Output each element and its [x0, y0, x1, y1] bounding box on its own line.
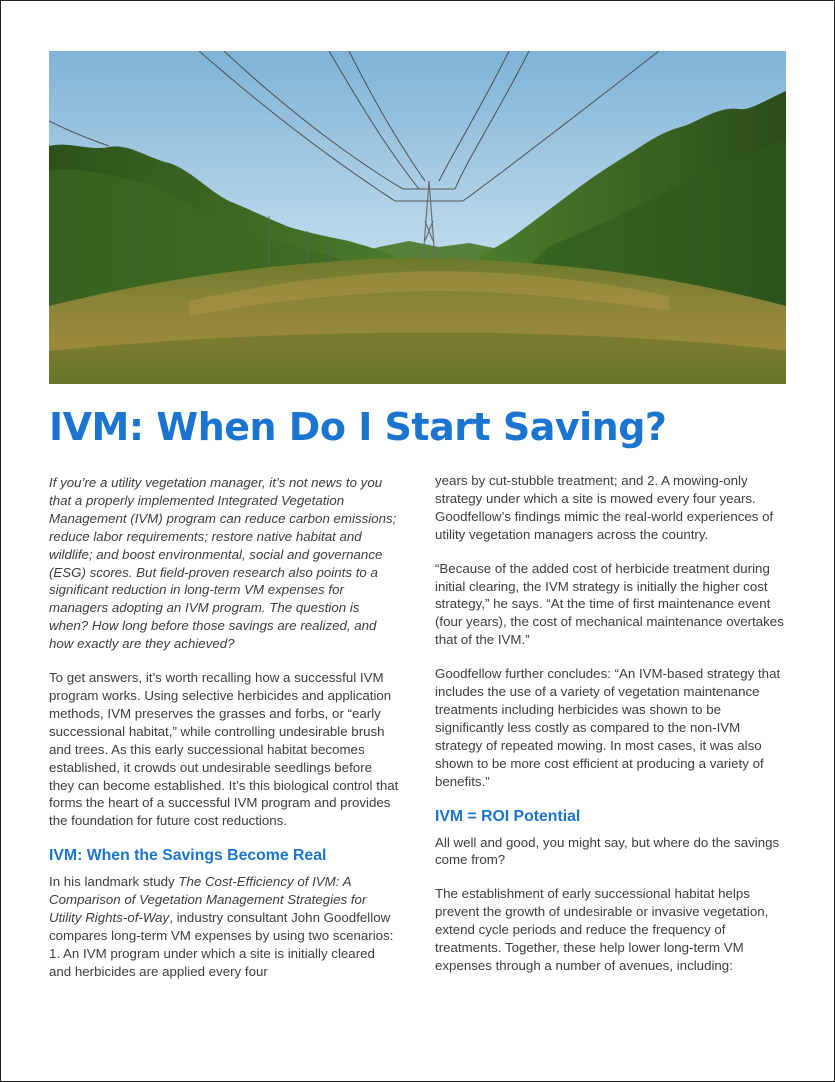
- hero-photo: [49, 51, 786, 384]
- left-column: [49, 474, 399, 997]
- power-line-right-of-way-illustration: [49, 51, 786, 384]
- article-title: IVM: When Do I Start Saving?: [49, 405, 667, 449]
- body-paragraph-study: [49, 873, 399, 980]
- body-paragraph: To get answers, it’s worth recalling how a successful IVM program works. Using selective herbicides and application methods, IVM preserves the grasses and forbs, or “early successional habitat,” while controlling undesirable brush and trees. As this early successional habitat becomes established, it crowds out undesirable seedlings before they can become established. It’s this biological control that forms the heart of a successful IVM program and provides the foundation for future cost reductions.: [49, 670, 399, 829]
- section-heading-savings-real: IVM: When the Savings Become Real: [49, 847, 327, 865]
- quote-paragraph: “Because of the added cost of herbicide treatment during initial clearing, the IVM strategy is initially the higher cost strategy,” he says. “At the time of first maintenance event (four years), the cost of mechanical maintenance overtakes that of the IVM.”: [435, 560, 784, 648]
- study-text-before: In his landmark study: [49, 874, 179, 890]
- body-paragraph: years by cut-stubble treatment; and 2. A mowing-only strategy under which a site is mowed every four years. Goodfellow’s findings mimic the real-world experiences of utility vegetation managers across the country.: [435, 473, 774, 542]
- right-column: [435, 474, 785, 991]
- study-text-after: , industry consultant John Goodfellow compares long-term VM expenses by using two scenarios: 1. An IVM program under which a site is initially cleared and herbicides are applied every four: [49, 910, 394, 979]
- body-paragraph: All well and good, you might say, but where do the savings come from?: [435, 834, 780, 868]
- quote-paragraph: Goodfellow further concludes: “An IVM-based strategy that includes the use of a variety of vegetation maintenance treatments including herbicides was shown to be significantly less costly as compared to the non-IVM strategy of repeated mowing. In most cases, it was also shown to be more cost efficient at producing a variety of benefits.”: [435, 666, 781, 789]
- intro-paragraph: If you’re a utility vegetation manager, it’s not news to you that a properly implemented Integrated Vegetation Management (IVM) program can reduce carbon emissions; reduce labor requirements; restore native habitat and wildlife; and boost environmental, social and governance (ESG) scores. But field-proven research also points to a significant reduction in long-term VM expenses for managers adopting an IVM program. The question is when? How long before those savings are realized, and how exactly are they achieved?: [49, 475, 397, 652]
- study-title: The Cost-Efficiency of IVM: A Comparison of Vegetation Management Strategies for Utility Rights-of-Way: [49, 874, 367, 926]
- body-paragraph: The establishment of early successional habitat helps prevent the growth of undesirable or invasive vegetation, extend cycle periods and reduce the frequency of treatments. Together, these help lower long-term VM expenses through a number of avenues, including:: [435, 886, 769, 973]
- section-heading-roi: IVM = ROI Potential: [435, 807, 581, 825]
